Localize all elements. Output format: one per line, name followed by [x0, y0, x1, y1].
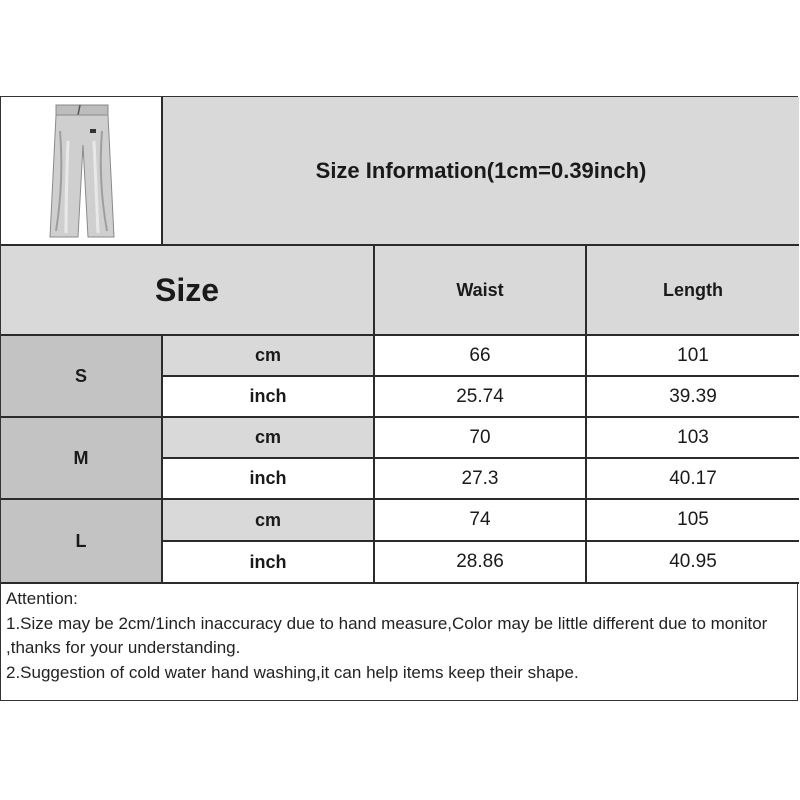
size-label-l: L: [1, 500, 163, 584]
unit-cm: cm: [163, 500, 375, 542]
size-chart: [0, 96, 798, 701]
table-cell: 103: [587, 418, 799, 459]
note-line-2: 2.Suggestion of cold water hand washing,it can help items keep their shape.: [6, 662, 579, 682]
unit-cm: cm: [163, 336, 375, 377]
unit-inch: inch: [163, 542, 375, 584]
unit-inch: inch: [163, 377, 375, 418]
product-thumbnail: [1, 97, 163, 246]
table-cell: 40.95: [587, 542, 799, 584]
table-cell: 28.86: [375, 542, 587, 584]
table-cell: 40.17: [587, 459, 799, 500]
length-header: Length: [587, 246, 799, 336]
page-title: Size Information(1cm=0.39inch): [163, 97, 799, 246]
table-cell: 25.74: [375, 377, 587, 418]
unit-inch: inch: [163, 459, 375, 500]
size-label-s: S: [1, 336, 163, 418]
table-cell: 70: [375, 418, 587, 459]
notes-heading: Attention:: [6, 589, 78, 608]
table-cell: 27.3: [375, 459, 587, 500]
size-header: Size: [1, 246, 375, 336]
size-label-m: M: [1, 418, 163, 500]
note-line-1: 1.Size may be 2cm/1inch inaccuracy due to hand measure,Color may be little different due to monitor ,thanks for your understanding.: [6, 613, 768, 657]
table-cell: 66: [375, 336, 587, 377]
table-cell: 74: [375, 500, 587, 542]
pants-image: [6, 101, 156, 241]
table-cell: 105: [587, 500, 799, 542]
table-cell: 101: [587, 336, 799, 377]
attention-notes: [6, 587, 796, 685]
waist-header: Waist: [375, 246, 587, 336]
table-cell: 39.39: [587, 377, 799, 418]
unit-cm: cm: [163, 418, 375, 459]
